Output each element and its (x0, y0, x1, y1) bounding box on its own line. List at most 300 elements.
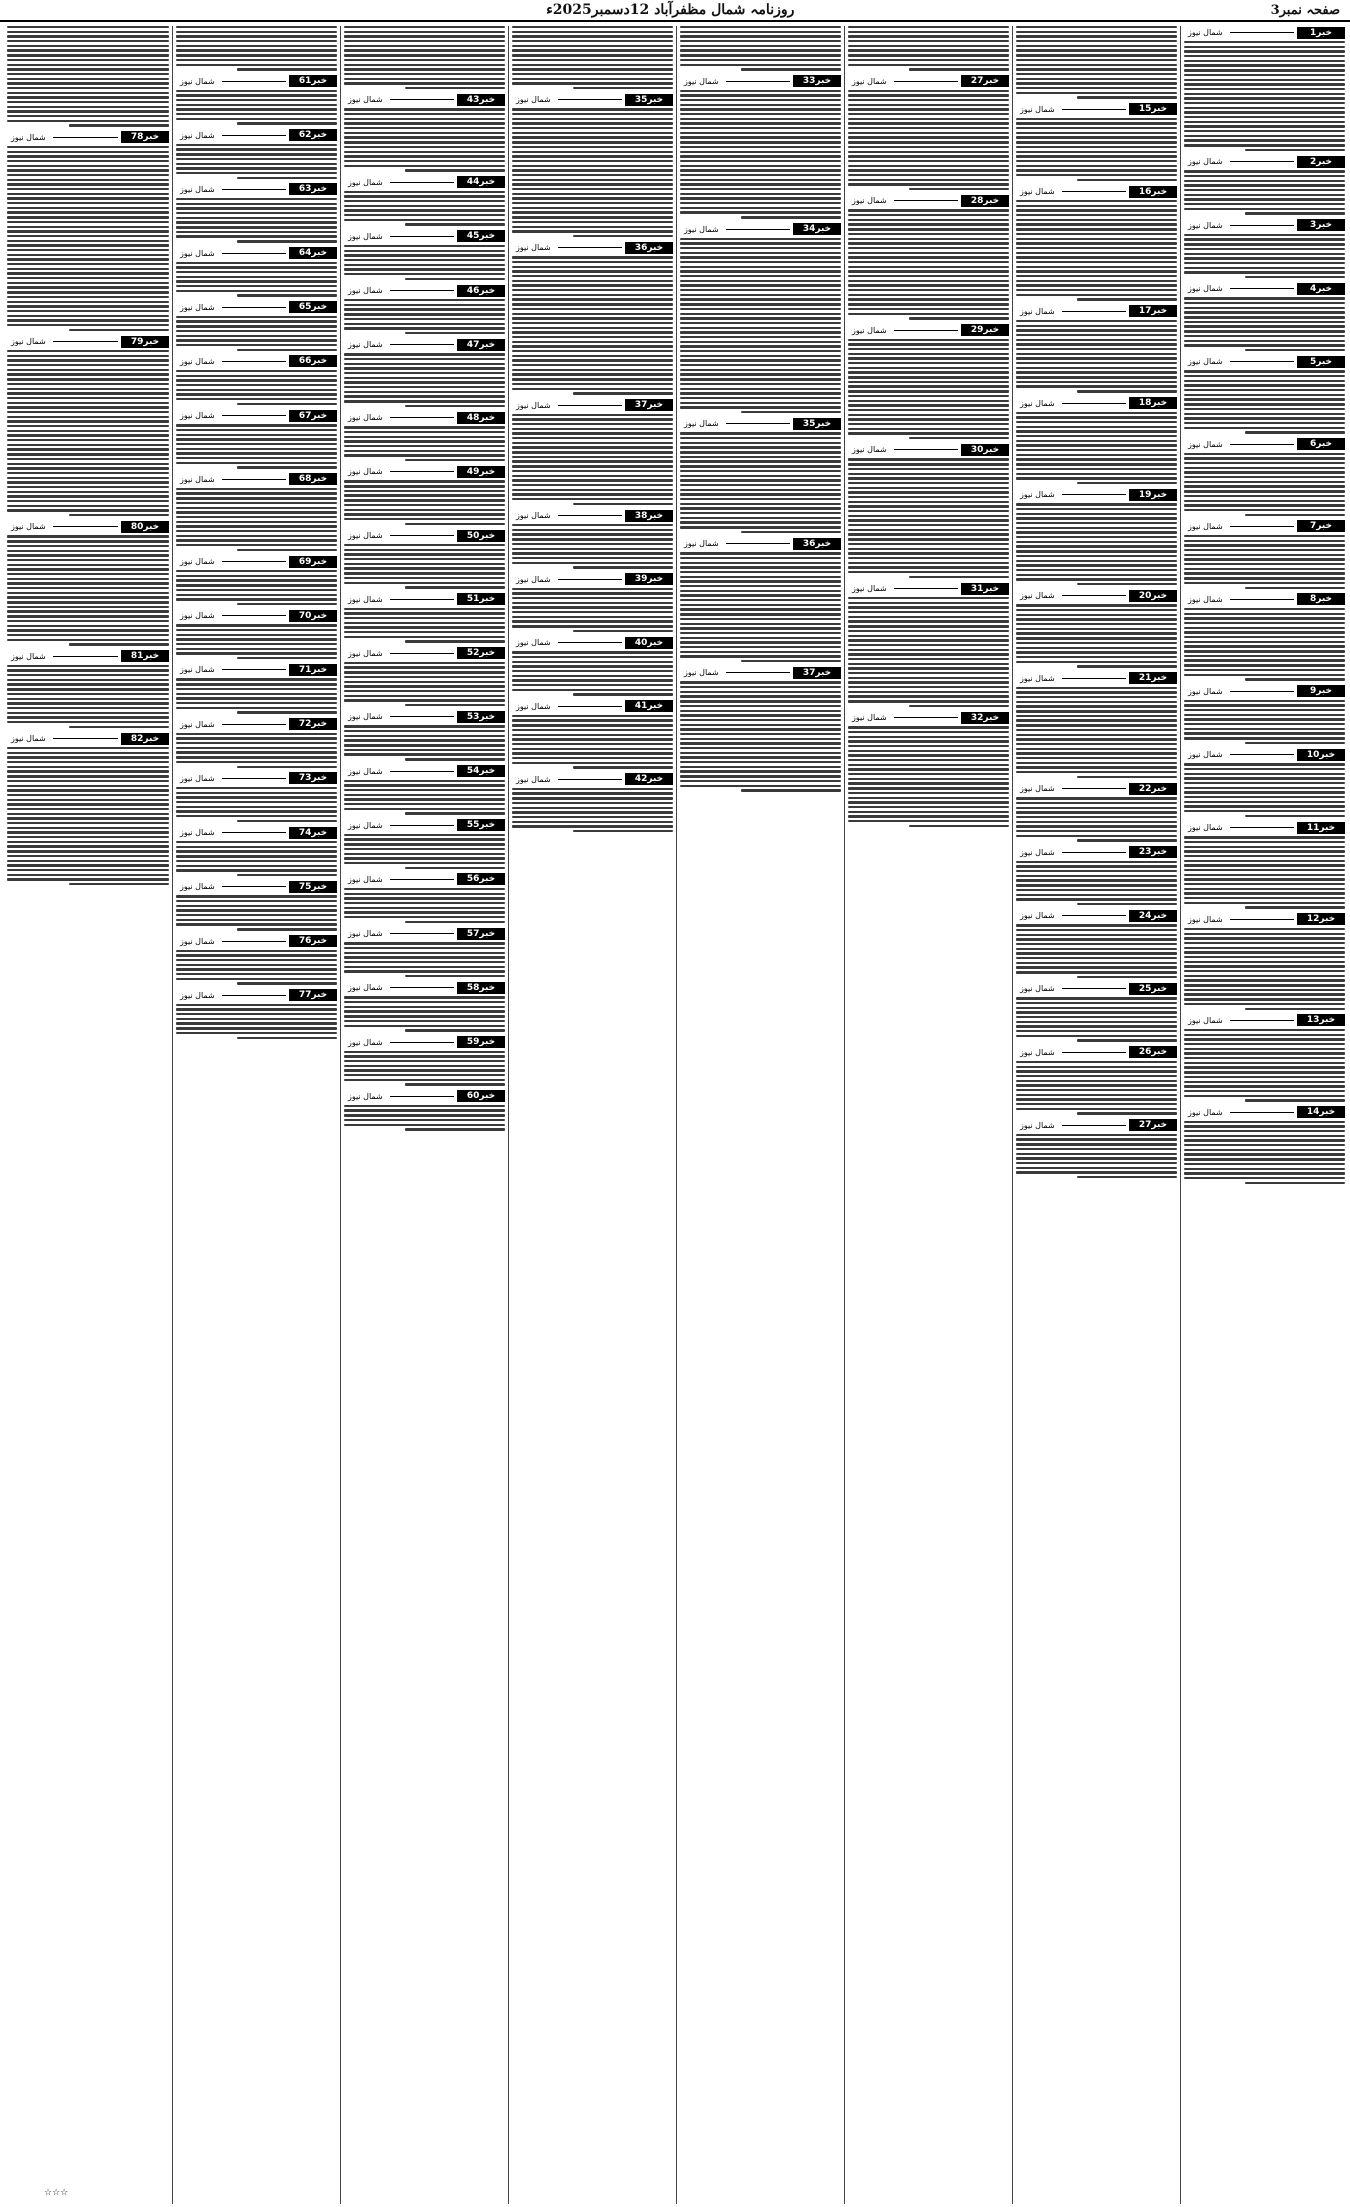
news-text-block (1184, 453, 1345, 516)
text-line (680, 90, 841, 92)
text-line (1016, 938, 1177, 940)
header-rule (53, 526, 118, 527)
text-line (405, 523, 505, 525)
text-line (7, 688, 169, 690)
news-text-block (512, 414, 673, 505)
column-label: شمال نیوز (180, 665, 215, 675)
text-line (909, 825, 1009, 827)
text-line (1016, 1061, 1177, 1063)
text-line (680, 197, 841, 199)
news-item-header (344, 710, 505, 723)
text-line (848, 414, 1009, 416)
text-line (344, 122, 505, 124)
text-line (1016, 1089, 1177, 1091)
text-line (344, 961, 505, 963)
news-columns (2, 26, 1348, 2204)
text-line (1184, 116, 1345, 118)
text-line (1184, 1081, 1345, 1083)
news-number-tag: خبر5 (1297, 356, 1345, 368)
text-line (176, 702, 337, 704)
news-item-header (512, 399, 673, 412)
text-line (344, 907, 505, 909)
text-line (1016, 522, 1177, 524)
text-line (69, 514, 169, 516)
text-line (848, 303, 1009, 305)
text-line (848, 432, 1009, 434)
text-line (344, 431, 505, 433)
news-item (1184, 593, 1345, 681)
column-label: شمال نیوز (180, 936, 215, 946)
text-line (512, 26, 673, 28)
news-item (1016, 103, 1177, 181)
news-number-tag: خبر64 (289, 247, 337, 259)
header-rule (558, 515, 622, 516)
news-item-header (512, 700, 673, 713)
news-text-block (512, 256, 673, 394)
text-line (512, 373, 673, 375)
text-line (512, 197, 673, 199)
text-line (680, 247, 841, 249)
text-line (1016, 934, 1177, 936)
text-line (1184, 46, 1345, 48)
text-line (1184, 869, 1345, 871)
text-line (176, 919, 337, 921)
text-line (344, 1069, 505, 1071)
text-line (512, 611, 673, 613)
text-line (512, 592, 673, 594)
text-line (1184, 631, 1345, 633)
column-label: شمال نیوز (1020, 911, 1055, 921)
text-line (848, 639, 1009, 641)
text-line (237, 766, 337, 768)
text-line (1016, 1080, 1177, 1082)
text-line (1184, 549, 1345, 551)
news-item (344, 26, 505, 89)
news-number-tag: خبر79 (121, 336, 169, 348)
text-line (176, 900, 337, 902)
text-line (848, 94, 1009, 96)
news-item (7, 131, 169, 331)
news-item (512, 93, 673, 237)
news-item-header (176, 935, 337, 948)
header-rule (222, 307, 286, 308)
text-line (344, 113, 505, 115)
news-text-block (680, 238, 841, 414)
text-line (680, 261, 841, 263)
text-line (344, 26, 505, 28)
text-line (680, 108, 841, 110)
text-line (405, 169, 505, 171)
text-line (848, 395, 1009, 397)
news-number-tag: خبر10 (1297, 749, 1345, 761)
text-line (848, 548, 1009, 550)
news-number-tag: خبر38 (625, 510, 673, 522)
text-line (176, 1027, 337, 1029)
text-line (1016, 1007, 1177, 1009)
news-item (848, 711, 1009, 827)
news-number-tag: خبر3 (1297, 219, 1345, 231)
text-line (344, 553, 505, 555)
text-line (344, 725, 505, 727)
text-line (680, 313, 841, 315)
text-line (176, 389, 337, 391)
text-line (1184, 1125, 1345, 1127)
text-line (7, 495, 169, 497)
text-line (7, 254, 169, 256)
text-line (1184, 947, 1345, 949)
text-line (176, 198, 337, 200)
text-line (344, 739, 505, 741)
text-line (7, 615, 169, 617)
text-line (7, 301, 169, 303)
news-text-block (1016, 1134, 1177, 1179)
text-line (512, 68, 673, 70)
news-number-tag: خبر50 (457, 530, 505, 542)
column-label: شمال نیوز (684, 419, 719, 429)
text-line (344, 947, 505, 949)
header-rule (726, 423, 790, 424)
text-line (344, 544, 505, 546)
text-line (1184, 413, 1345, 415)
text-line (7, 221, 169, 223)
text-line (680, 775, 841, 777)
news-item-header (1016, 672, 1177, 685)
text-line (1184, 422, 1345, 424)
text-line (848, 261, 1009, 263)
text-line (7, 202, 169, 204)
text-line (1016, 68, 1177, 70)
text-line (344, 132, 505, 134)
text-line (176, 792, 337, 794)
text-line (176, 203, 337, 205)
news-item (1016, 589, 1177, 667)
header-rule (558, 642, 622, 643)
text-line (512, 207, 673, 209)
column-label: شمال نیوز (1020, 673, 1055, 683)
text-line (848, 736, 1009, 738)
text-line (512, 322, 673, 324)
header-rule (1062, 678, 1126, 679)
news-number-tag: خبر42 (625, 773, 673, 785)
text-line (512, 280, 673, 282)
text-line (848, 635, 1009, 637)
text-line (344, 1025, 505, 1027)
text-line (1184, 125, 1345, 127)
text-line (176, 375, 337, 377)
text-line (1184, 655, 1345, 657)
text-line (176, 344, 337, 346)
text-line (680, 585, 841, 587)
news-item-header (1184, 1106, 1345, 1119)
text-line (7, 392, 169, 394)
text-line (512, 552, 673, 554)
text-line (512, 743, 673, 745)
text-line (848, 501, 1009, 503)
news-text-block (1184, 234, 1345, 279)
news-text-block (848, 339, 1009, 440)
text-line (512, 179, 673, 181)
news-item (344, 529, 505, 589)
text-line (176, 212, 337, 214)
text-line (1245, 349, 1345, 351)
text-line (512, 359, 673, 361)
header-rule (222, 995, 286, 996)
column-label: شمال نیوز (1188, 750, 1223, 760)
header-rule (222, 253, 286, 254)
news-item (1016, 1119, 1177, 1179)
text-line (176, 452, 337, 454)
news-number-tag: خبر65 (289, 301, 337, 313)
text-line (1184, 970, 1345, 972)
text-line (7, 869, 169, 871)
column-label: شمال نیوز (1188, 1015, 1223, 1025)
text-line (405, 405, 505, 407)
text-line (176, 850, 337, 852)
text-line (237, 603, 337, 605)
text-line (680, 54, 841, 56)
text-line (7, 836, 169, 838)
text-line (176, 801, 337, 803)
text-line (1184, 97, 1345, 99)
text-line (848, 423, 1009, 425)
news-text-block (1184, 700, 1345, 745)
text-line (344, 54, 505, 56)
text-line (176, 113, 337, 115)
text-line (848, 404, 1009, 406)
text-line (7, 634, 169, 636)
text-line (1184, 234, 1345, 236)
text-line (344, 577, 505, 579)
text-line (7, 827, 169, 829)
column-label: شمال نیوز (1188, 686, 1223, 696)
text-line (1184, 370, 1345, 372)
text-line (344, 513, 505, 515)
text-line (848, 113, 1009, 115)
text-line (680, 562, 841, 564)
text-line (344, 353, 505, 355)
news-item-header (1016, 1046, 1177, 1059)
text-line (1016, 861, 1177, 863)
news-text-block (1016, 604, 1177, 667)
text-line (680, 442, 841, 444)
text-line (1184, 850, 1345, 852)
text-line (176, 787, 337, 789)
text-line (848, 557, 1009, 559)
text-line (680, 211, 841, 213)
text-line (1016, 219, 1177, 221)
header-rule (53, 137, 118, 138)
text-line (1016, 1025, 1177, 1027)
text-line (344, 264, 505, 266)
news-item-header (1016, 909, 1177, 922)
news-item-header (176, 355, 337, 368)
text-line (1016, 73, 1177, 75)
text-line (1184, 768, 1345, 770)
text-line (848, 381, 1009, 383)
text-line (512, 336, 673, 338)
text-line (7, 639, 169, 641)
text-line (1016, 966, 1177, 968)
text-line (512, 524, 673, 526)
text-line (7, 850, 169, 852)
text-line (344, 494, 505, 496)
text-line (1184, 897, 1345, 899)
text-line (1184, 41, 1345, 43)
text-line (405, 975, 505, 977)
text-line (512, 616, 673, 618)
text-line (7, 702, 169, 704)
text-line (176, 815, 337, 817)
header-rule (1230, 1020, 1294, 1021)
news-item-header (1016, 103, 1177, 116)
text-line (512, 475, 673, 477)
text-line (680, 174, 841, 176)
text-line (512, 331, 673, 333)
text-line (1184, 194, 1345, 196)
header-rule (1230, 526, 1294, 527)
column-label: شمال نیوز (1020, 1120, 1055, 1130)
news-item (512, 26, 673, 89)
text-line (680, 785, 841, 787)
text-line (7, 240, 169, 242)
text-line (1016, 294, 1177, 296)
text-line (1184, 203, 1345, 205)
text-line (1184, 102, 1345, 104)
text-line (848, 209, 1009, 211)
news-text-block (1184, 1121, 1345, 1184)
news-item (344, 927, 505, 977)
text-line (512, 174, 673, 176)
text-line (1016, 738, 1177, 740)
header-rule (222, 778, 286, 779)
text-line (1016, 362, 1177, 364)
text-line (1184, 243, 1345, 245)
news-item-header (176, 409, 337, 422)
text-line (512, 369, 673, 371)
text-line (7, 315, 169, 317)
text-line (1184, 1153, 1345, 1155)
text-line (1184, 951, 1345, 953)
news-number-tag: خبر36 (625, 242, 673, 254)
text-line (512, 493, 673, 495)
column-label: شمال نیوز (1020, 591, 1055, 601)
text-line (344, 440, 505, 442)
text-line (1184, 874, 1345, 876)
news-item (1016, 672, 1177, 778)
text-line (237, 711, 337, 713)
text-line (344, 31, 505, 33)
text-line (7, 596, 169, 598)
text-line (848, 815, 1009, 817)
text-line (512, 40, 673, 42)
text-line (512, 451, 673, 453)
text-line (1184, 975, 1345, 977)
text-line (1184, 613, 1345, 615)
text-line (344, 82, 505, 84)
text-line (176, 905, 337, 907)
text-line (176, 860, 337, 862)
text-line (344, 45, 505, 47)
text-line (848, 667, 1009, 669)
text-line (1016, 743, 1177, 745)
news-number-tag: خبر16 (1129, 186, 1177, 198)
text-line (1245, 815, 1345, 817)
text-line (848, 700, 1009, 702)
news-text-block (344, 662, 505, 707)
text-line (1016, 924, 1177, 926)
text-line (1184, 1066, 1345, 1068)
news-number-tag: خبر75 (289, 881, 337, 893)
text-line (344, 381, 505, 383)
column-label: شمال نیوز (1020, 306, 1055, 316)
column-label: شمال نیوز (180, 184, 215, 194)
text-line (512, 108, 673, 110)
text-line (512, 378, 673, 380)
text-line (680, 517, 841, 519)
news-item-header (1184, 355, 1345, 368)
text-line (1016, 252, 1177, 254)
text-line (680, 136, 841, 138)
text-line (512, 141, 673, 143)
news-number-tag: خبر23 (1129, 846, 1177, 858)
text-line (344, 798, 505, 800)
text-line (1016, 444, 1177, 446)
text-line (176, 118, 337, 120)
text-line (1184, 841, 1345, 843)
header-rule (1062, 191, 1126, 192)
text-line (344, 155, 505, 157)
text-line (680, 714, 841, 716)
column-label: شمال نیوز (348, 983, 383, 993)
text-line (344, 372, 505, 374)
text-line (7, 324, 169, 326)
text-line (512, 479, 673, 481)
text-line (176, 841, 337, 843)
text-line (1016, 715, 1177, 717)
header-rule (390, 1042, 454, 1043)
text-line (848, 754, 1009, 756)
news-item-header (1016, 589, 1177, 602)
text-line (512, 211, 673, 213)
text-line (1184, 860, 1345, 862)
text-line (176, 45, 337, 47)
text-line (1016, 797, 1177, 799)
news-text-block (176, 570, 337, 605)
text-line (680, 604, 841, 606)
text-line (344, 1001, 505, 1003)
text-line (848, 31, 1009, 33)
text-line (176, 325, 337, 327)
news-item (176, 880, 337, 930)
text-line (237, 549, 337, 551)
text-line (512, 797, 673, 799)
text-line (176, 1013, 337, 1015)
text-line (344, 160, 505, 162)
text-line (512, 548, 673, 550)
text-line (1077, 179, 1177, 181)
text-line (1184, 121, 1345, 123)
text-line (237, 657, 337, 659)
text-line (344, 893, 505, 895)
text-line (1016, 527, 1177, 529)
text-line (7, 211, 169, 213)
text-line (7, 416, 169, 418)
text-line (176, 507, 337, 509)
text-line (344, 1119, 505, 1121)
text-line (848, 649, 1009, 651)
news-number-tag: خبر33 (793, 75, 841, 87)
text-line (1184, 956, 1345, 958)
